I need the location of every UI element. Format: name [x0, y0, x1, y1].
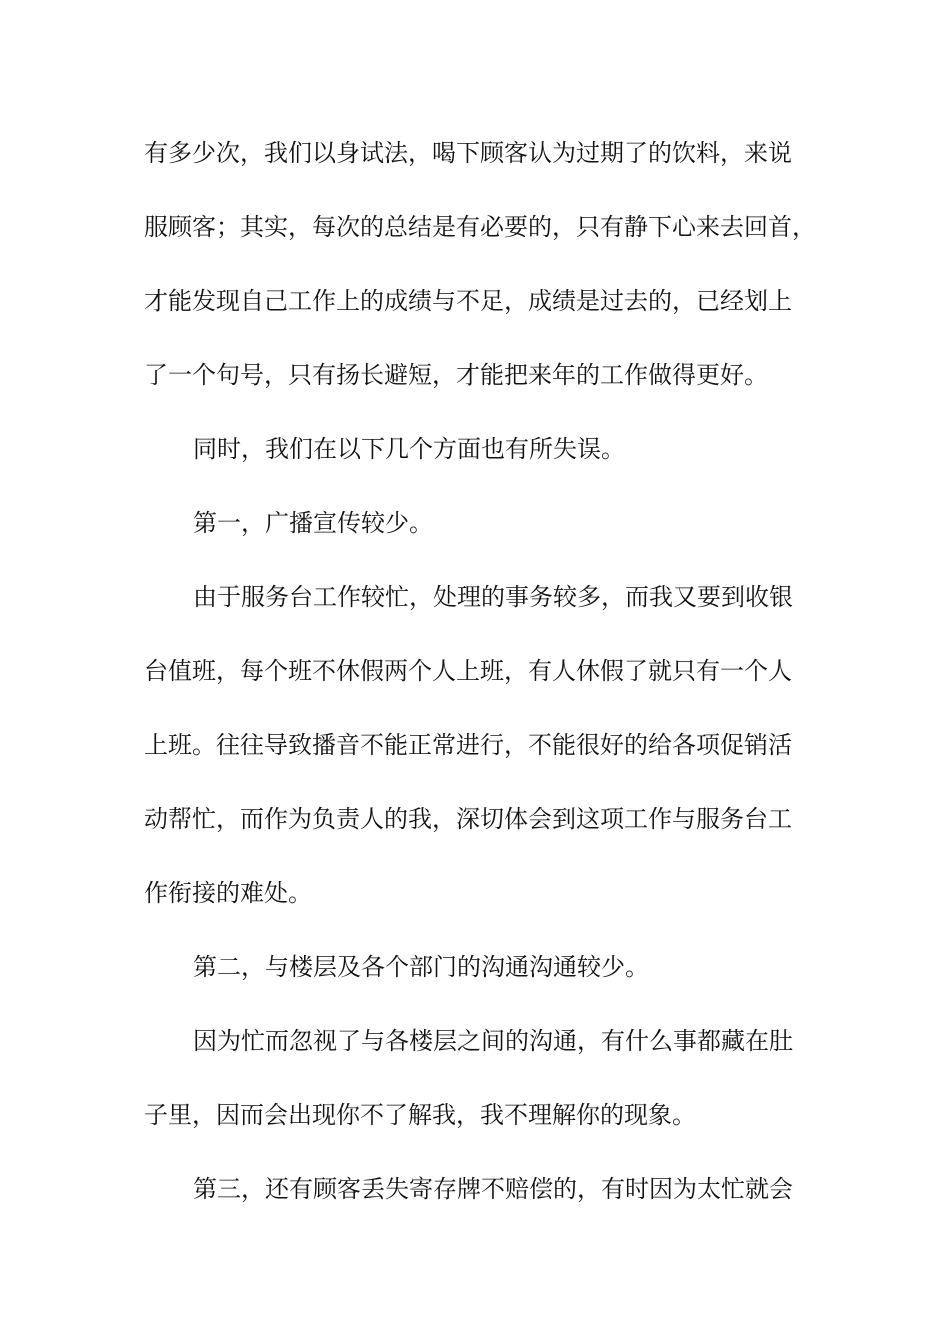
text-line: 台值班，每个班不休假两个人上班，有人休假了就只有一个人	[144, 657, 792, 685]
text-line: 服顾客；其实，每次的总结是有必要的，只有静下心来去回首，	[144, 213, 816, 241]
section-heading: 第二，与楼层及各个部门的沟通沟通较少。	[193, 953, 649, 981]
text-line: 了一个句号，只有扬长避短，才能把来年的工作做得更好。	[144, 361, 768, 389]
paragraph-first-line: 因为忙而忽视了与各楼层之间的沟通，有什么事都藏在肚	[193, 1027, 793, 1055]
text-line: 子里，因而会出现你不了解我，我不理解你的现象。	[144, 1101, 696, 1129]
text-line: 有多少次，我们以身试法，喝下顾客认为过期了的饮料，来说	[144, 139, 792, 167]
section-heading: 第三，还有顾客丢失寄存牌不赔偿的，有时因为太忙就会	[193, 1175, 793, 1203]
text-line: 才能发现自己工作上的成绩与不足，成绩是过去的，已经划上	[144, 287, 792, 315]
text-line: 作衔接的难处。	[144, 879, 312, 907]
paragraph-first-line: 由于服务台工作较忙，处理的事务较多，而我又要到收银	[193, 583, 793, 611]
paragraph-first-line: 同时，我们在以下几个方面也有所失误。	[193, 435, 625, 463]
section-heading: 第一，广播宣传较少。	[193, 509, 433, 537]
text-line: 上班。往往导致播音不能正常进行，不能很好的给各项促销活	[144, 731, 792, 759]
text-line: 动帮忙，而作为负责人的我，深切体会到这项工作与服务台工	[144, 805, 792, 833]
